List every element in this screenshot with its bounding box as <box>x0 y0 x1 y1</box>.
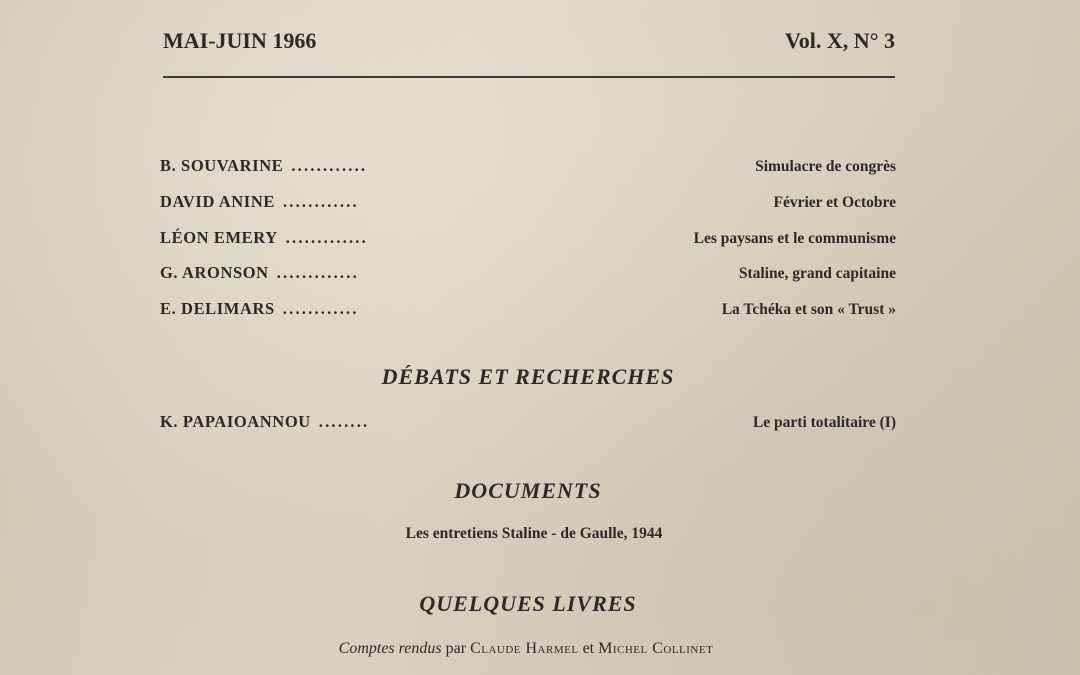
header-rule <box>163 76 895 78</box>
article-entry <box>160 263 896 287</box>
dot-leader: ............. <box>285 228 368 247</box>
article-title: Simulacre de congrès <box>755 158 896 175</box>
article-entry <box>160 299 896 323</box>
article-author: DAVID ANINE <box>160 192 275 211</box>
issue-date: MAI-JUIN 1966 <box>163 28 317 53</box>
reviews-prefix: Comptes rendus <box>338 640 442 657</box>
dot-leader: ............ <box>291 156 368 175</box>
section-heading-livres: QUELQUES LIVRES <box>419 591 637 616</box>
section-heading-documents: DOCUMENTS <box>454 478 602 503</box>
article-author: E. DELIMARS <box>160 299 275 318</box>
article-entry <box>160 412 896 436</box>
article-title: Le parti totalitaire (I) <box>752 414 896 431</box>
section-heading-debats: DÉBATS ET RECHERCHES <box>381 364 675 389</box>
article-author: K. PAPAIOANNOU <box>160 412 311 431</box>
dot-leader: ........ <box>318 412 370 431</box>
article-title: Staline, grand capitaine <box>738 265 896 282</box>
article-entry <box>160 228 896 252</box>
article-title: La Tchéka et son « Trust » <box>721 301 896 318</box>
article-entry <box>160 192 896 216</box>
document-title: Les entretiens Staline - de Gaulle, 1944 <box>405 525 663 542</box>
dot-leader: ............ <box>282 299 359 318</box>
reviews-et: et <box>582 640 595 657</box>
reviews-par: par <box>445 640 467 657</box>
issue-header <box>163 28 895 58</box>
reviewer-name: Michel Collinet <box>598 640 714 657</box>
dot-leader: ............ <box>282 192 359 211</box>
issue-volume: Vol. X, N° 3 <box>784 28 895 53</box>
reviews-credit <box>0 640 1052 658</box>
article-author: B. SOUVARINE <box>160 156 284 175</box>
dot-leader: ............. <box>276 263 359 282</box>
article-entry <box>160 156 896 180</box>
article-title: Les paysans et le communisme <box>693 230 896 247</box>
article-author: G. ARONSON <box>160 263 269 282</box>
article-author: LÉON EMERY <box>160 228 278 247</box>
article-title: Février et Octobre <box>773 194 896 211</box>
reviewer-name: Claude Harmel <box>470 640 579 657</box>
